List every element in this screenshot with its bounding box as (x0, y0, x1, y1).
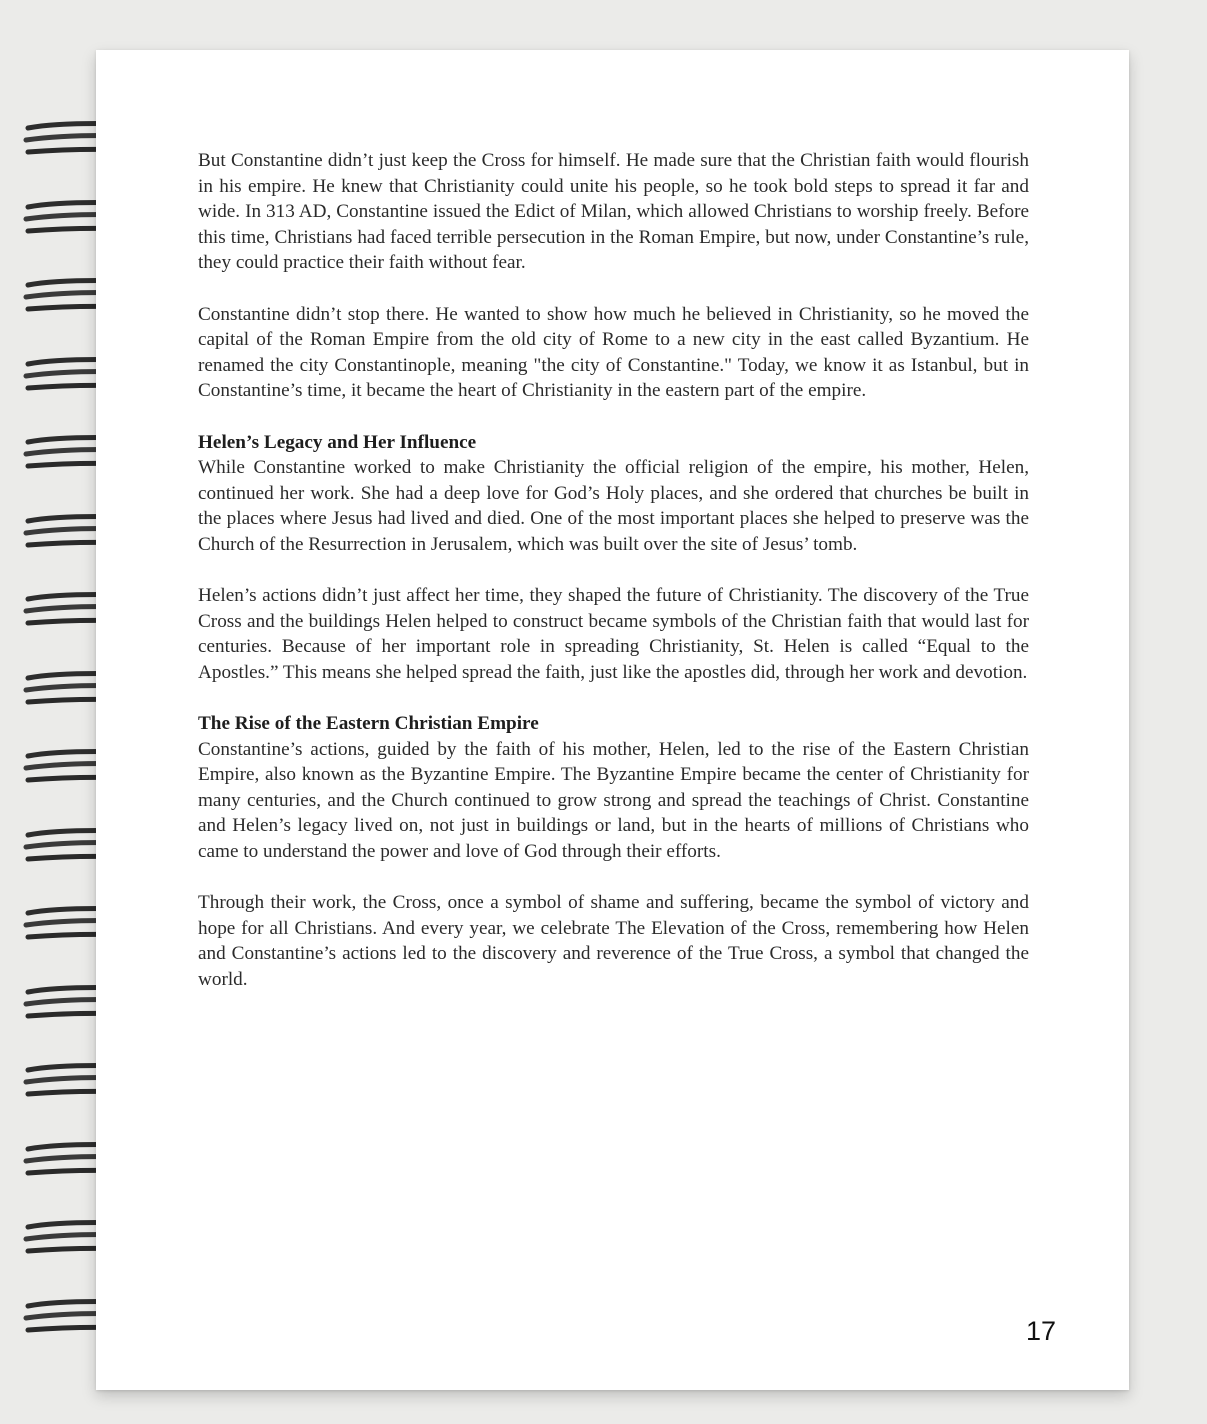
heading-helens-legacy: Helen’s Legacy and Her Influence (198, 431, 477, 453)
notebook-page (96, 50, 1129, 1390)
page-number: 17 (1025, 1316, 1056, 1346)
paragraph-edict-of-milan: But Constantine didn’t just keep the Cross for himself. He made sure that the Christian faith would flourish in his empire. He knew that Christianity could unite his people, so he took bold steps to spread it far and wide. In 313 AD, Constantine issued the Edict of Milan, which allowed Christians to worship freely. Before this time, Christians had faced terrible persecution in the Roman Empire, but now, under Constantine’s rule, they could practice their faith without fear. (198, 150, 1029, 274)
heading-eastern-empire: The Rise of the Eastern Christian Empire (198, 713, 539, 735)
paragraph-byzantine-empire: Constantine’s actions, guided by the faith of his mother, Helen, led to the rise of the Eastern Christian Empire, also known as the Byzantine Empire. The Byzantine Empire became the center of Christianity for many centuries, and the Church continued to grow strong and spread the teachings of Christ. Constantine and Helen’s legacy lived on, not just in buildings or land, but in the hearts of millions of Christians who came to understand the power and love of God through their efforts. (198, 738, 1029, 863)
paragraph-elevation-of-cross: Through their work, the Cross, once a symbol of shame and suffering, became the symbol of victory and hope for all Christians. And every year, we celebrate The Elevation of the Cross, remembering how Helen and Constantine’s actions led to the discovery and reverence of the True Cross, a symbol that changed the world. (198, 892, 1029, 990)
paragraph-constantinople: Constantine didn’t stop there. He wanted to show how much he believed in Christianity, so he moved the capital of the Roman Empire from the old city of Rome to a new city in the east called Byzantium. He renamed the city Constantinople, meaning "the city of Constantine." Today, we know it as Istanbul, but in Constantine’s time, it became the heart of Christianity in the eastern part of the empire. (198, 303, 1029, 402)
page-text (198, 148, 1029, 1018)
paragraph-helens-churches: While Constantine worked to make Christianity the official religion of the empire, his mother, Helen, continued her work. She had a deep love for God’s Holy places, and she ordered that churches be built in the places where Jesus had lived and died. One of the most important places she helped to preserve was the Church of the Resurrection in Jerusalem, which was built over the site of Jesus’ tomb. (198, 457, 1029, 555)
paragraph-true-cross: Helen’s actions didn’t just affect her time, they shaped the future of Christianity. The discovery of the True Cross and the buildings Helen helped to construct became symbols of the Christian faith that would last for centuries. Because of her important role in spreading Christianity, St. Helen is called “Equal to the Apostles.” This means she helped spread the faith, just like the apostles did, through her work and devotion. (198, 585, 1029, 683)
